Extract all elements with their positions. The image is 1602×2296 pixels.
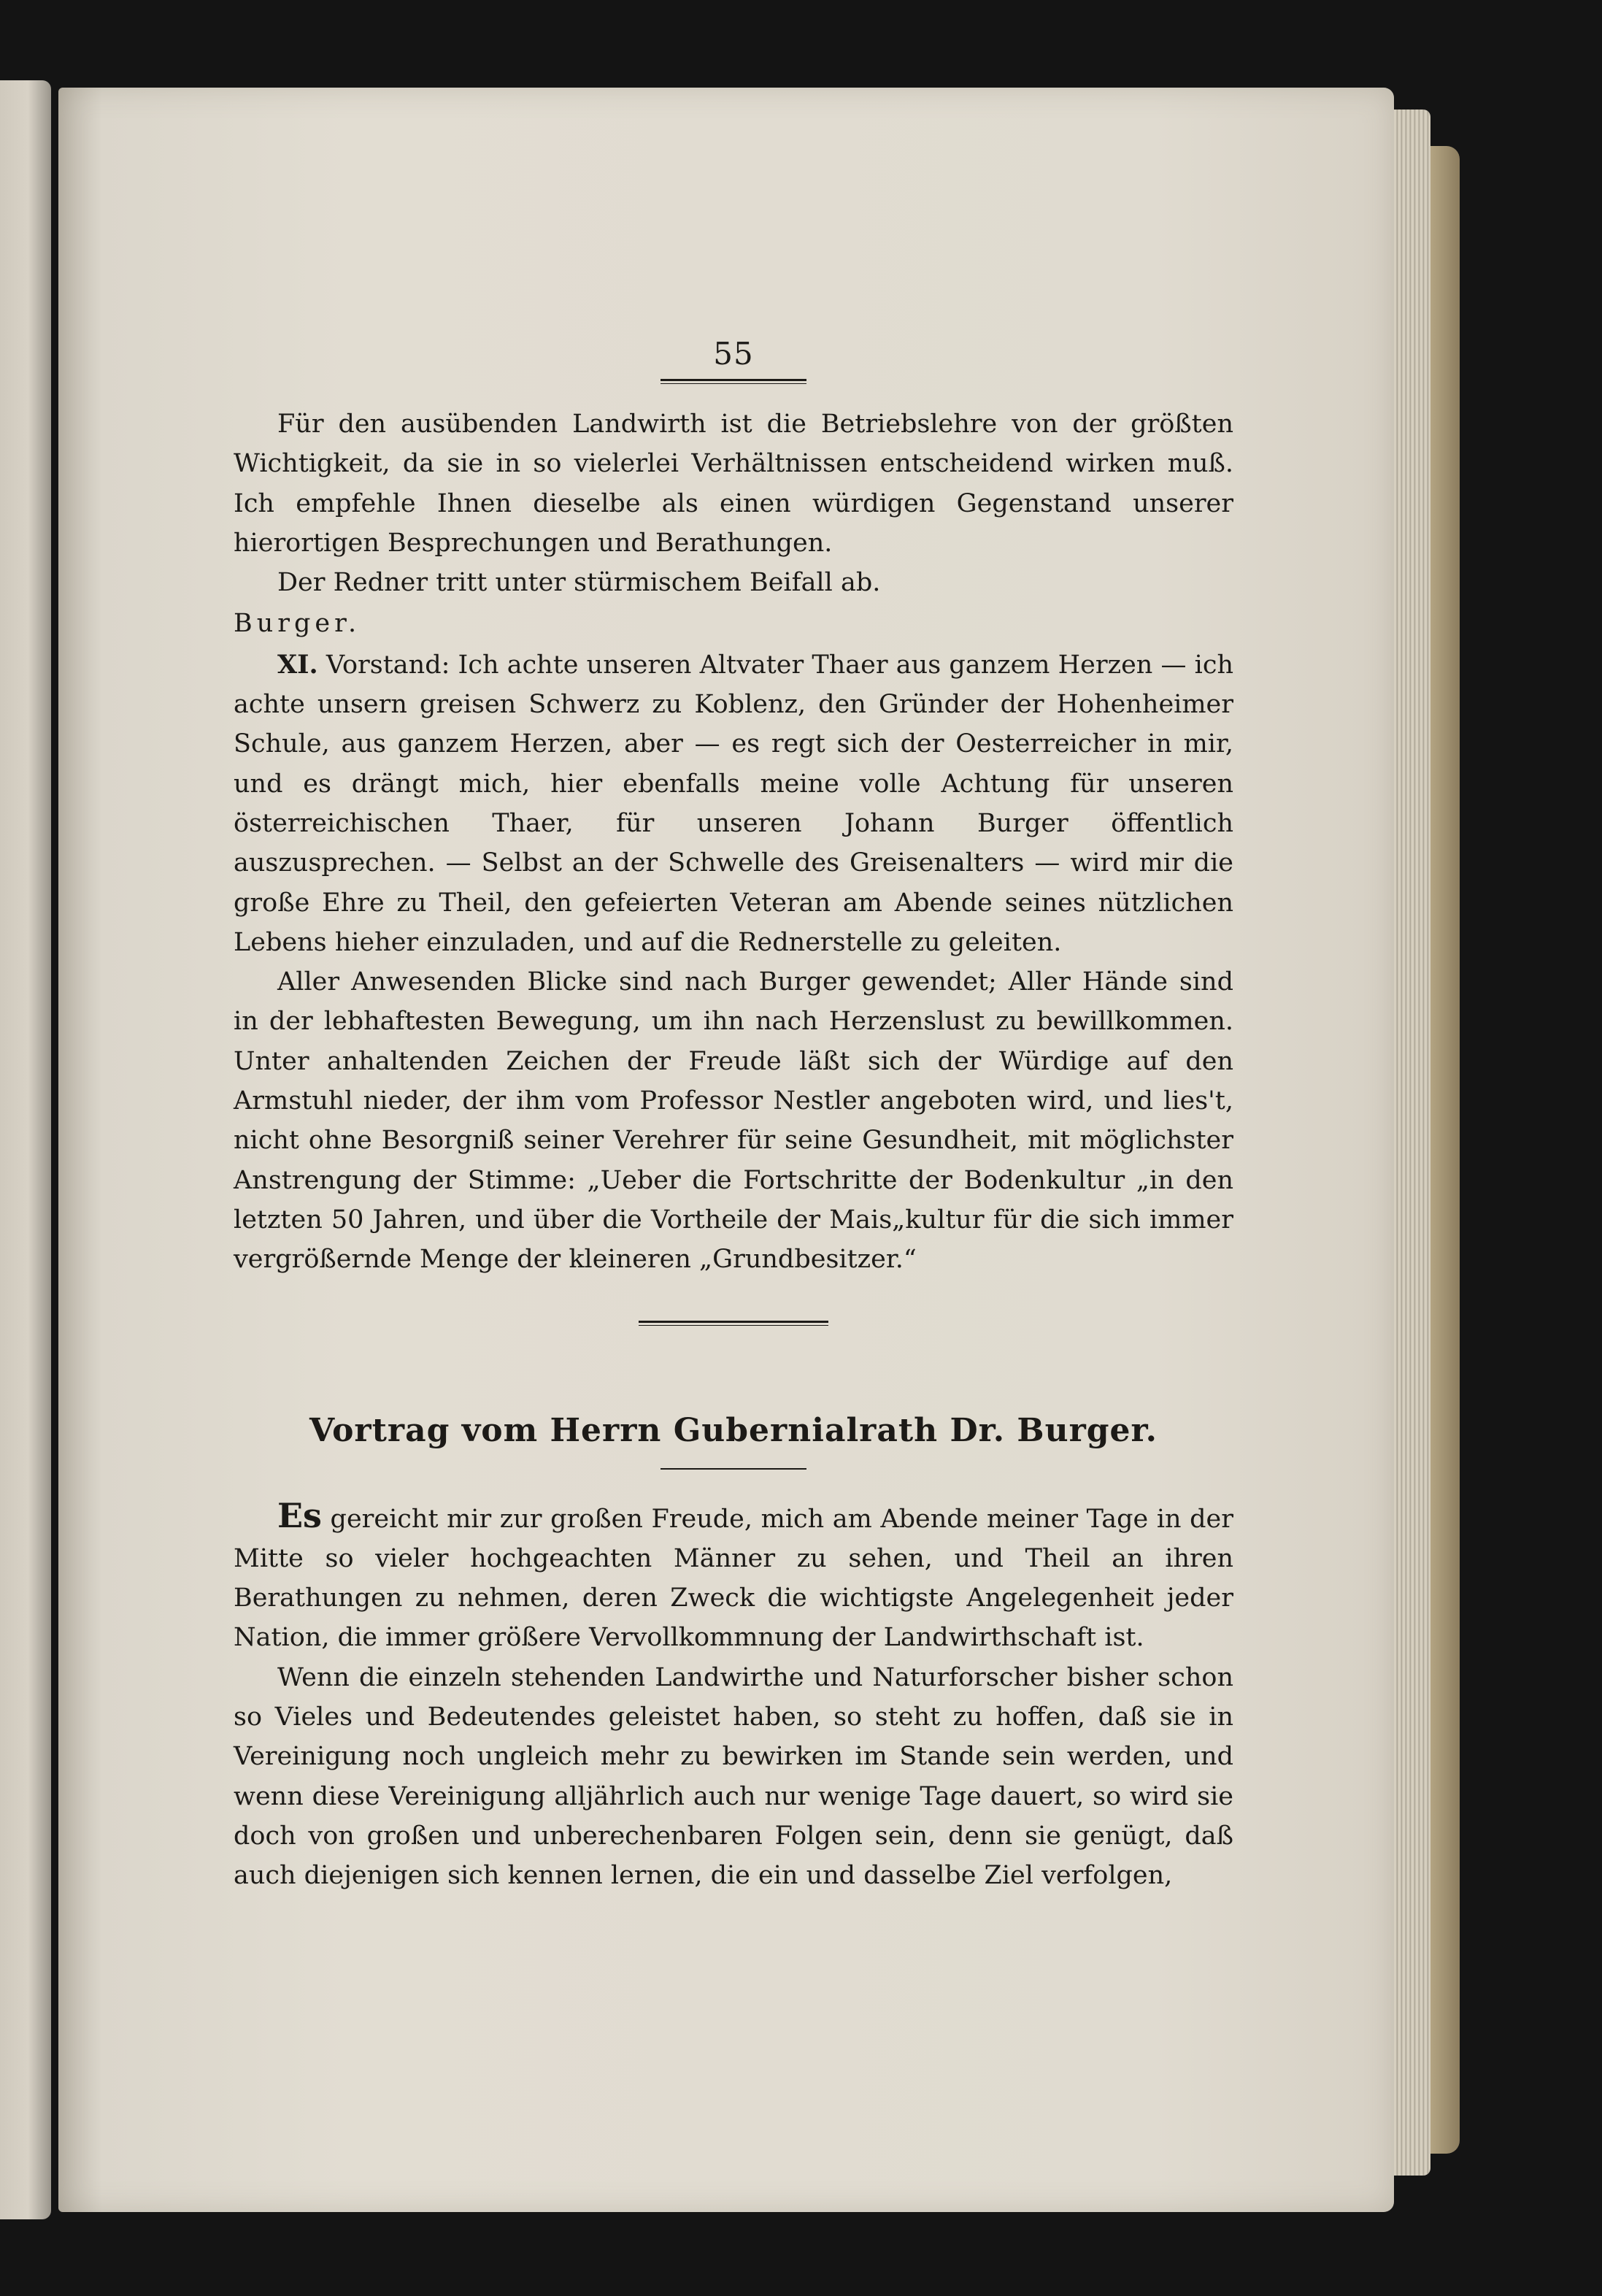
lecture-paragraph-2: Wenn die einzeln stehenden Landwirthe und Naturforscher bisher schon so Vieles und Bedeutendes geleistet haben, so steht zu hoffen, daß sie in Vereinigung noch ungleich mehr zu bewirken im Stande sein werden, und wenn diese Vereinigung alljährlich auch nur wenige Tage dauert, so wird sie doch von großen und unberechenbaren Folgen sein, denn sie genügt, daß auch diejenigen sich kennen lernen, die ein und dasselbe Ziel verfolgen, [234, 1662, 1233, 1891]
header-rule [661, 379, 806, 384]
title-underline-rule [661, 1468, 806, 1470]
speech-paragraph [234, 645, 1233, 962]
paragraph-betriebslehre: Für den ausübenden Landwirth ist die Betriebslehre von der größten Wichtigkeit, da sie in so vielerlei Verhältnissen entscheidend wirken muß. Ich empfehle Ihnen dieselbe als einen würdigen Gegenstand unserer hierortigen Besprechungen und Berathungen. [234, 410, 1233, 558]
lecture-paragraph-1-text: gereicht mir zur großen Freude, mich am Abende meiner Tage in der Mitte so vieler hochgeachten Männer zu sehen, und Theil an ihren Berathungen zu nehmen, deren Zweck die wichtigste Angelegenheit jeder Nation, die immer größere Vervollkommnung der Landwirthschaft ist. [234, 1504, 1233, 1653]
drop-cap: Es [277, 1495, 322, 1535]
speech-number: XI. [277, 649, 318, 680]
left-facing-page-edge [0, 80, 51, 2219]
page-content [234, 336, 1233, 1896]
speech-text: Vorstand: Ich achte unseren Altvater Thaer aus ganzem Herzen — ich achte unsern greisen Schwerz zu Koblenz, den Gründer der Hohenheimer Schule, aus ganzem Herzen, aber — es regt sich der Oesterreicher in mir, und es drängt mich, hier ebenfalls meine volle Achtung für unseren österreichischen Thaer, für unseren Johann Burger öffentlich auszusprechen. — Selbst an der Schwelle des Greisenalters — wird mir die große Ehre zu Theil, den gefeierten Veteran am Abende seines nützlichen Lebens hieher einzuladen, und auf die Rednerstelle zu geleiten. [234, 650, 1233, 957]
lecture-paragraph-1 [234, 1495, 1233, 1658]
paragraph-applause: Der Redner tritt unter stürmischem Beifall ab. [277, 568, 881, 598]
section-divider-rule [639, 1321, 828, 1326]
page-number: 55 [713, 336, 754, 372]
speaker-heading: Burger. [234, 609, 361, 639]
book-page [58, 88, 1394, 2212]
section-title: Vortrag vom Herrn Gubernialrath Dr. Burger. [309, 1411, 1158, 1449]
paragraph-audience: Aller Anwesenden Blicke sind nach Burger gewendet; Aller Hände sind in der lebhaftesten Bewegung, um ihn nach Herzenslust zu bewillkommen. Unter anhaltenden Zeichen der Freude läßt sich der Würdige auf den Armstuhl nieder, der ihm vom Professor Nestler angeboten wird, und lies't, nicht ohne Besorgniß seiner Verehrer für seine Gesundheit, mit möglichster Anstrengung der Stimme: „Ueber die Fortschritte der Bodenkultur „in den letzten 50 Jahren, und über die Vortheile der Mais„kultur für die sich immer vergrößernde Menge der kleineren „Grundbesitzer.“ [234, 967, 1233, 1275]
